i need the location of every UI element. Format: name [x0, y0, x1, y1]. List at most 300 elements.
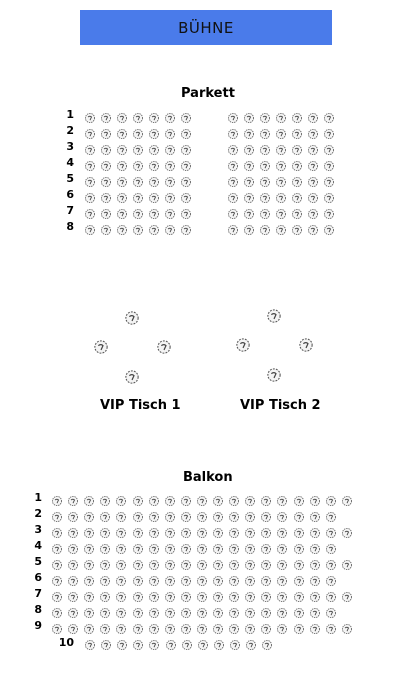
parkett-seat-right[interactable] [323, 205, 335, 217]
balkon-seat[interactable] [115, 524, 127, 536]
parkett-seat-left[interactable] [180, 173, 192, 185]
parkett-seat-left[interactable] [148, 157, 160, 169]
parkett-seat-left[interactable] [148, 109, 160, 121]
balkon-seat[interactable] [196, 620, 208, 632]
balkon-seat[interactable] [115, 604, 127, 616]
balkon-seat[interactable] [83, 604, 95, 616]
balkon-seat[interactable] [181, 636, 193, 648]
parkett-seat-left[interactable] [148, 189, 160, 201]
balkon-seat[interactable] [180, 540, 192, 552]
parkett-seat-left[interactable] [132, 141, 144, 153]
parkett-seat-right[interactable] [227, 157, 239, 169]
balkon-seat[interactable] [148, 556, 160, 568]
balkon-seat[interactable] [83, 620, 95, 632]
balkon-seat[interactable] [132, 636, 144, 648]
balkon-seat[interactable] [260, 572, 272, 584]
parkett-seat-right[interactable] [291, 189, 303, 201]
balkon-seat[interactable] [83, 492, 95, 504]
balkon-seat[interactable] [228, 492, 240, 504]
parkett-seat-left[interactable] [164, 157, 176, 169]
balkon-seat[interactable] [196, 492, 208, 504]
balkon-seat[interactable] [276, 620, 288, 632]
balkon-seat[interactable] [132, 524, 144, 536]
parkett-seat-left[interactable] [148, 221, 160, 233]
balkon-seat[interactable] [99, 572, 111, 584]
balkon-seat[interactable] [83, 540, 95, 552]
balkon-seat[interactable] [260, 524, 272, 536]
parkett-seat-left[interactable] [164, 205, 176, 217]
balkon-seat[interactable] [293, 556, 305, 568]
balkon-seat[interactable] [148, 540, 160, 552]
vip-table-2-seat[interactable] [266, 308, 282, 324]
balkon-seat[interactable] [228, 588, 240, 600]
parkett-seat-right[interactable] [259, 141, 271, 153]
parkett-seat-right[interactable] [307, 221, 319, 233]
balkon-seat[interactable] [148, 588, 160, 600]
parkett-seat-right[interactable] [291, 141, 303, 153]
parkett-seat-left[interactable] [132, 173, 144, 185]
parkett-seat-right[interactable] [243, 205, 255, 217]
balkon-seat[interactable] [309, 508, 321, 520]
balkon-seat[interactable] [196, 556, 208, 568]
parkett-seat-left[interactable] [180, 125, 192, 137]
parkett-seat-left[interactable] [116, 205, 128, 217]
parkett-seat-left[interactable] [148, 141, 160, 153]
balkon-seat[interactable] [132, 492, 144, 504]
balkon-seat[interactable] [228, 556, 240, 568]
balkon-seat[interactable] [245, 636, 257, 648]
parkett-seat-right[interactable] [291, 221, 303, 233]
balkon-seat[interactable] [309, 540, 321, 552]
balkon-seat[interactable] [164, 620, 176, 632]
balkon-seat[interactable] [148, 508, 160, 520]
balkon-seat[interactable] [83, 572, 95, 584]
balkon-seat[interactable] [180, 620, 192, 632]
parkett-seat-right[interactable] [227, 205, 239, 217]
parkett-seat-right[interactable] [307, 205, 319, 217]
parkett-seat-left[interactable] [84, 205, 96, 217]
balkon-seat[interactable] [212, 524, 224, 536]
balkon-seat[interactable] [164, 556, 176, 568]
balkon-seat[interactable] [165, 636, 177, 648]
balkon-seat[interactable] [212, 540, 224, 552]
balkon-seat[interactable] [51, 572, 63, 584]
parkett-seat-right[interactable] [291, 109, 303, 121]
parkett-seat-right[interactable] [243, 221, 255, 233]
balkon-seat[interactable] [260, 588, 272, 600]
balkon-seat[interactable] [51, 620, 63, 632]
parkett-seat-right[interactable] [275, 125, 287, 137]
parkett-seat-right[interactable] [307, 141, 319, 153]
parkett-seat-right[interactable] [275, 141, 287, 153]
balkon-seat[interactable] [309, 588, 321, 600]
balkon-seat[interactable] [325, 572, 337, 584]
balkon-seat[interactable] [67, 492, 79, 504]
balkon-seat[interactable] [260, 540, 272, 552]
parkett-seat-left[interactable] [100, 205, 112, 217]
parkett-seat-right[interactable] [259, 221, 271, 233]
balkon-seat[interactable] [164, 572, 176, 584]
parkett-seat-right[interactable] [307, 157, 319, 169]
balkon-seat[interactable] [116, 636, 128, 648]
parkett-seat-right[interactable] [227, 221, 239, 233]
balkon-seat[interactable] [325, 604, 337, 616]
balkon-seat[interactable] [325, 492, 337, 504]
balkon-seat[interactable] [276, 588, 288, 600]
parkett-seat-right[interactable] [227, 125, 239, 137]
parkett-seat-left[interactable] [100, 173, 112, 185]
balkon-seat[interactable] [67, 524, 79, 536]
balkon-seat[interactable] [196, 588, 208, 600]
parkett-seat-left[interactable] [116, 125, 128, 137]
parkett-seat-right[interactable] [227, 109, 239, 121]
parkett-seat-left[interactable] [180, 109, 192, 121]
balkon-seat[interactable] [260, 508, 272, 520]
balkon-seat[interactable] [51, 524, 63, 536]
parkett-seat-left[interactable] [116, 141, 128, 153]
vip-table-1-seat[interactable] [93, 339, 109, 355]
parkett-seat-right[interactable] [291, 157, 303, 169]
parkett-seat-left[interactable] [164, 189, 176, 201]
balkon-seat[interactable] [276, 524, 288, 536]
balkon-seat[interactable] [99, 588, 111, 600]
balkon-seat[interactable] [99, 556, 111, 568]
balkon-seat[interactable] [293, 524, 305, 536]
parkett-seat-right[interactable] [307, 173, 319, 185]
parkett-seat-left[interactable] [116, 157, 128, 169]
balkon-seat[interactable] [276, 508, 288, 520]
balkon-seat[interactable] [293, 620, 305, 632]
parkett-seat-right[interactable] [307, 125, 319, 137]
balkon-seat[interactable] [212, 572, 224, 584]
balkon-seat[interactable] [260, 556, 272, 568]
balkon-seat[interactable] [115, 508, 127, 520]
balkon-seat[interactable] [309, 572, 321, 584]
parkett-seat-left[interactable] [164, 109, 176, 121]
balkon-seat[interactable] [51, 540, 63, 552]
balkon-seat[interactable] [244, 620, 256, 632]
parkett-seat-left[interactable] [84, 157, 96, 169]
balkon-seat[interactable] [164, 540, 176, 552]
balkon-seat[interactable] [164, 604, 176, 616]
parkett-seat-left[interactable] [180, 221, 192, 233]
balkon-seat[interactable] [212, 604, 224, 616]
balkon-seat[interactable] [228, 524, 240, 536]
balkon-seat[interactable] [180, 524, 192, 536]
balkon-seat[interactable] [180, 508, 192, 520]
balkon-seat[interactable] [228, 604, 240, 616]
balkon-seat[interactable] [293, 604, 305, 616]
parkett-seat-left[interactable] [100, 189, 112, 201]
parkett-seat-left[interactable] [164, 141, 176, 153]
balkon-seat[interactable] [180, 588, 192, 600]
parkett-seat-right[interactable] [291, 205, 303, 217]
balkon-seat[interactable] [164, 492, 176, 504]
parkett-seat-left[interactable] [100, 141, 112, 153]
balkon-seat[interactable] [341, 524, 353, 536]
balkon-seat[interactable] [325, 620, 337, 632]
balkon-seat[interactable] [325, 556, 337, 568]
parkett-seat-right[interactable] [323, 157, 335, 169]
balkon-seat[interactable] [180, 492, 192, 504]
parkett-seat-left[interactable] [180, 157, 192, 169]
balkon-seat[interactable] [180, 572, 192, 584]
balkon-seat[interactable] [180, 604, 192, 616]
balkon-seat[interactable] [148, 620, 160, 632]
parkett-seat-left[interactable] [148, 173, 160, 185]
parkett-seat-left[interactable] [132, 189, 144, 201]
balkon-seat[interactable] [309, 620, 321, 632]
balkon-seat[interactable] [164, 508, 176, 520]
parkett-seat-left[interactable] [100, 221, 112, 233]
balkon-seat[interactable] [67, 604, 79, 616]
parkett-seat-right[interactable] [291, 125, 303, 137]
balkon-seat[interactable] [276, 556, 288, 568]
balkon-seat[interactable] [212, 556, 224, 568]
balkon-seat[interactable] [67, 508, 79, 520]
balkon-seat[interactable] [325, 524, 337, 536]
balkon-seat[interactable] [51, 604, 63, 616]
balkon-seat[interactable] [83, 588, 95, 600]
parkett-seat-left[interactable] [84, 141, 96, 153]
parkett-seat-right[interactable] [275, 157, 287, 169]
balkon-seat[interactable] [276, 572, 288, 584]
vip-table-1-seat[interactable] [156, 339, 172, 355]
balkon-seat[interactable] [276, 604, 288, 616]
parkett-seat-right[interactable] [323, 221, 335, 233]
parkett-seat-right[interactable] [275, 205, 287, 217]
balkon-seat[interactable] [228, 540, 240, 552]
balkon-seat[interactable] [115, 556, 127, 568]
parkett-seat-right[interactable] [243, 141, 255, 153]
balkon-seat[interactable] [293, 572, 305, 584]
balkon-seat[interactable] [67, 620, 79, 632]
parkett-seat-right[interactable] [291, 173, 303, 185]
parkett-seat-right[interactable] [323, 125, 335, 137]
balkon-seat[interactable] [83, 556, 95, 568]
parkett-seat-left[interactable] [100, 109, 112, 121]
parkett-seat-left[interactable] [132, 157, 144, 169]
balkon-seat[interactable] [115, 492, 127, 504]
parkett-seat-left[interactable] [180, 141, 192, 153]
balkon-seat[interactable] [132, 508, 144, 520]
balkon-seat[interactable] [115, 620, 127, 632]
balkon-seat[interactable] [100, 636, 112, 648]
vip-table-2-seat[interactable] [235, 337, 251, 353]
parkett-seat-left[interactable] [132, 205, 144, 217]
parkett-seat-right[interactable] [243, 109, 255, 121]
balkon-seat[interactable] [115, 572, 127, 584]
parkett-seat-right[interactable] [243, 125, 255, 137]
balkon-seat[interactable] [244, 556, 256, 568]
balkon-seat[interactable] [180, 556, 192, 568]
balkon-seat[interactable] [341, 588, 353, 600]
balkon-seat[interactable] [228, 620, 240, 632]
parkett-seat-left[interactable] [116, 189, 128, 201]
balkon-seat[interactable] [293, 588, 305, 600]
balkon-seat[interactable] [196, 524, 208, 536]
parkett-seat-right[interactable] [275, 109, 287, 121]
balkon-seat[interactable] [99, 508, 111, 520]
balkon-seat[interactable] [197, 636, 209, 648]
balkon-seat[interactable] [51, 588, 63, 600]
balkon-seat[interactable] [148, 524, 160, 536]
parkett-seat-left[interactable] [100, 157, 112, 169]
balkon-seat[interactable] [260, 604, 272, 616]
parkett-seat-right[interactable] [227, 141, 239, 153]
balkon-seat[interactable] [132, 588, 144, 600]
parkett-seat-left[interactable] [116, 173, 128, 185]
parkett-seat-right[interactable] [323, 109, 335, 121]
balkon-seat[interactable] [51, 556, 63, 568]
parkett-seat-left[interactable] [132, 221, 144, 233]
balkon-seat[interactable] [212, 508, 224, 520]
balkon-seat[interactable] [293, 540, 305, 552]
balkon-seat[interactable] [244, 604, 256, 616]
balkon-seat[interactable] [99, 620, 111, 632]
parkett-seat-right[interactable] [275, 189, 287, 201]
balkon-seat[interactable] [212, 492, 224, 504]
balkon-seat[interactable] [115, 540, 127, 552]
parkett-seat-right[interactable] [275, 221, 287, 233]
balkon-seat[interactable] [212, 620, 224, 632]
parkett-seat-left[interactable] [148, 205, 160, 217]
balkon-seat[interactable] [260, 620, 272, 632]
balkon-seat[interactable] [341, 620, 353, 632]
balkon-seat[interactable] [99, 604, 111, 616]
balkon-seat[interactable] [276, 540, 288, 552]
balkon-seat[interactable] [83, 508, 95, 520]
parkett-seat-left[interactable] [148, 125, 160, 137]
parkett-seat-right[interactable] [323, 189, 335, 201]
balkon-seat[interactable] [196, 540, 208, 552]
balkon-seat[interactable] [244, 572, 256, 584]
balkon-seat[interactable] [196, 508, 208, 520]
parkett-seat-left[interactable] [84, 221, 96, 233]
balkon-seat[interactable] [148, 572, 160, 584]
parkett-seat-right[interactable] [227, 189, 239, 201]
vip-table-1-seat[interactable] [124, 369, 140, 385]
balkon-seat[interactable] [51, 492, 63, 504]
parkett-seat-right[interactable] [323, 141, 335, 153]
parkett-seat-right[interactable] [323, 173, 335, 185]
balkon-seat[interactable] [148, 604, 160, 616]
parkett-seat-right[interactable] [259, 157, 271, 169]
parkett-seat-right[interactable] [259, 189, 271, 201]
parkett-seat-right[interactable] [259, 125, 271, 137]
balkon-seat[interactable] [293, 492, 305, 504]
balkon-seat[interactable] [244, 492, 256, 504]
balkon-seat[interactable] [99, 524, 111, 536]
vip-table-1-seat[interactable] [124, 310, 140, 326]
balkon-seat[interactable] [67, 572, 79, 584]
parkett-seat-right[interactable] [259, 173, 271, 185]
balkon-seat[interactable] [67, 588, 79, 600]
balkon-seat[interactable] [325, 508, 337, 520]
parkett-seat-left[interactable] [84, 109, 96, 121]
balkon-seat[interactable] [293, 508, 305, 520]
balkon-seat[interactable] [132, 572, 144, 584]
parkett-seat-left[interactable] [164, 173, 176, 185]
parkett-seat-right[interactable] [307, 189, 319, 201]
parkett-seat-right[interactable] [243, 189, 255, 201]
parkett-seat-left[interactable] [132, 125, 144, 137]
parkett-seat-left[interactable] [100, 125, 112, 137]
balkon-seat[interactable] [325, 588, 337, 600]
balkon-seat[interactable] [132, 604, 144, 616]
parkett-seat-left[interactable] [116, 221, 128, 233]
balkon-seat[interactable] [309, 604, 321, 616]
balkon-seat[interactable] [341, 492, 353, 504]
balkon-seat[interactable] [212, 588, 224, 600]
balkon-seat[interactable] [244, 540, 256, 552]
parkett-seat-right[interactable] [243, 173, 255, 185]
parkett-seat-left[interactable] [84, 173, 96, 185]
balkon-seat[interactable] [228, 572, 240, 584]
balkon-seat[interactable] [213, 636, 225, 648]
parkett-seat-left[interactable] [180, 205, 192, 217]
balkon-seat[interactable] [164, 524, 176, 536]
balkon-seat[interactable] [67, 540, 79, 552]
parkett-seat-left[interactable] [84, 125, 96, 137]
parkett-seat-right[interactable] [275, 173, 287, 185]
balkon-seat[interactable] [309, 556, 321, 568]
vip-table-2-seat[interactable] [266, 367, 282, 383]
balkon-seat[interactable] [115, 588, 127, 600]
balkon-seat[interactable] [83, 524, 95, 536]
parkett-seat-left[interactable] [116, 109, 128, 121]
balkon-seat[interactable] [84, 636, 96, 648]
balkon-seat[interactable] [164, 588, 176, 600]
balkon-seat[interactable] [341, 556, 353, 568]
balkon-seat[interactable] [229, 636, 241, 648]
parkett-seat-left[interactable] [132, 109, 144, 121]
balkon-seat[interactable] [244, 508, 256, 520]
balkon-seat[interactable] [148, 492, 160, 504]
balkon-seat[interactable] [260, 492, 272, 504]
balkon-seat[interactable] [228, 508, 240, 520]
balkon-seat[interactable] [51, 508, 63, 520]
balkon-seat[interactable] [276, 492, 288, 504]
balkon-seat[interactable] [67, 556, 79, 568]
parkett-seat-right[interactable] [259, 205, 271, 217]
row-label: 8 [66, 220, 74, 233]
parkett-seat-right[interactable] [259, 109, 271, 121]
balkon-seat[interactable] [244, 588, 256, 600]
balkon-seat[interactable] [196, 572, 208, 584]
balkon-seat[interactable] [132, 620, 144, 632]
balkon-seat[interactable] [99, 540, 111, 552]
parkett-seat-right[interactable] [227, 173, 239, 185]
balkon-seat[interactable] [99, 492, 111, 504]
parkett-seat-left[interactable] [84, 189, 96, 201]
balkon-seat[interactable] [244, 524, 256, 536]
parkett-seat-right[interactable] [307, 109, 319, 121]
balkon-seat[interactable] [196, 604, 208, 616]
balkon-seat[interactable] [309, 492, 321, 504]
balkon-seat[interactable] [132, 540, 144, 552]
balkon-seat[interactable] [148, 636, 160, 648]
balkon-seat[interactable] [309, 524, 321, 536]
balkon-seat[interactable] [325, 540, 337, 552]
balkon-seat[interactable] [132, 556, 144, 568]
balkon-seat[interactable] [261, 636, 273, 648]
parkett-seat-right[interactable] [243, 157, 255, 169]
parkett-seat-left[interactable] [164, 221, 176, 233]
parkett-seat-left[interactable] [180, 189, 192, 201]
vip-table-2-seat[interactable] [298, 337, 314, 353]
parkett-seat-left[interactable] [164, 125, 176, 137]
